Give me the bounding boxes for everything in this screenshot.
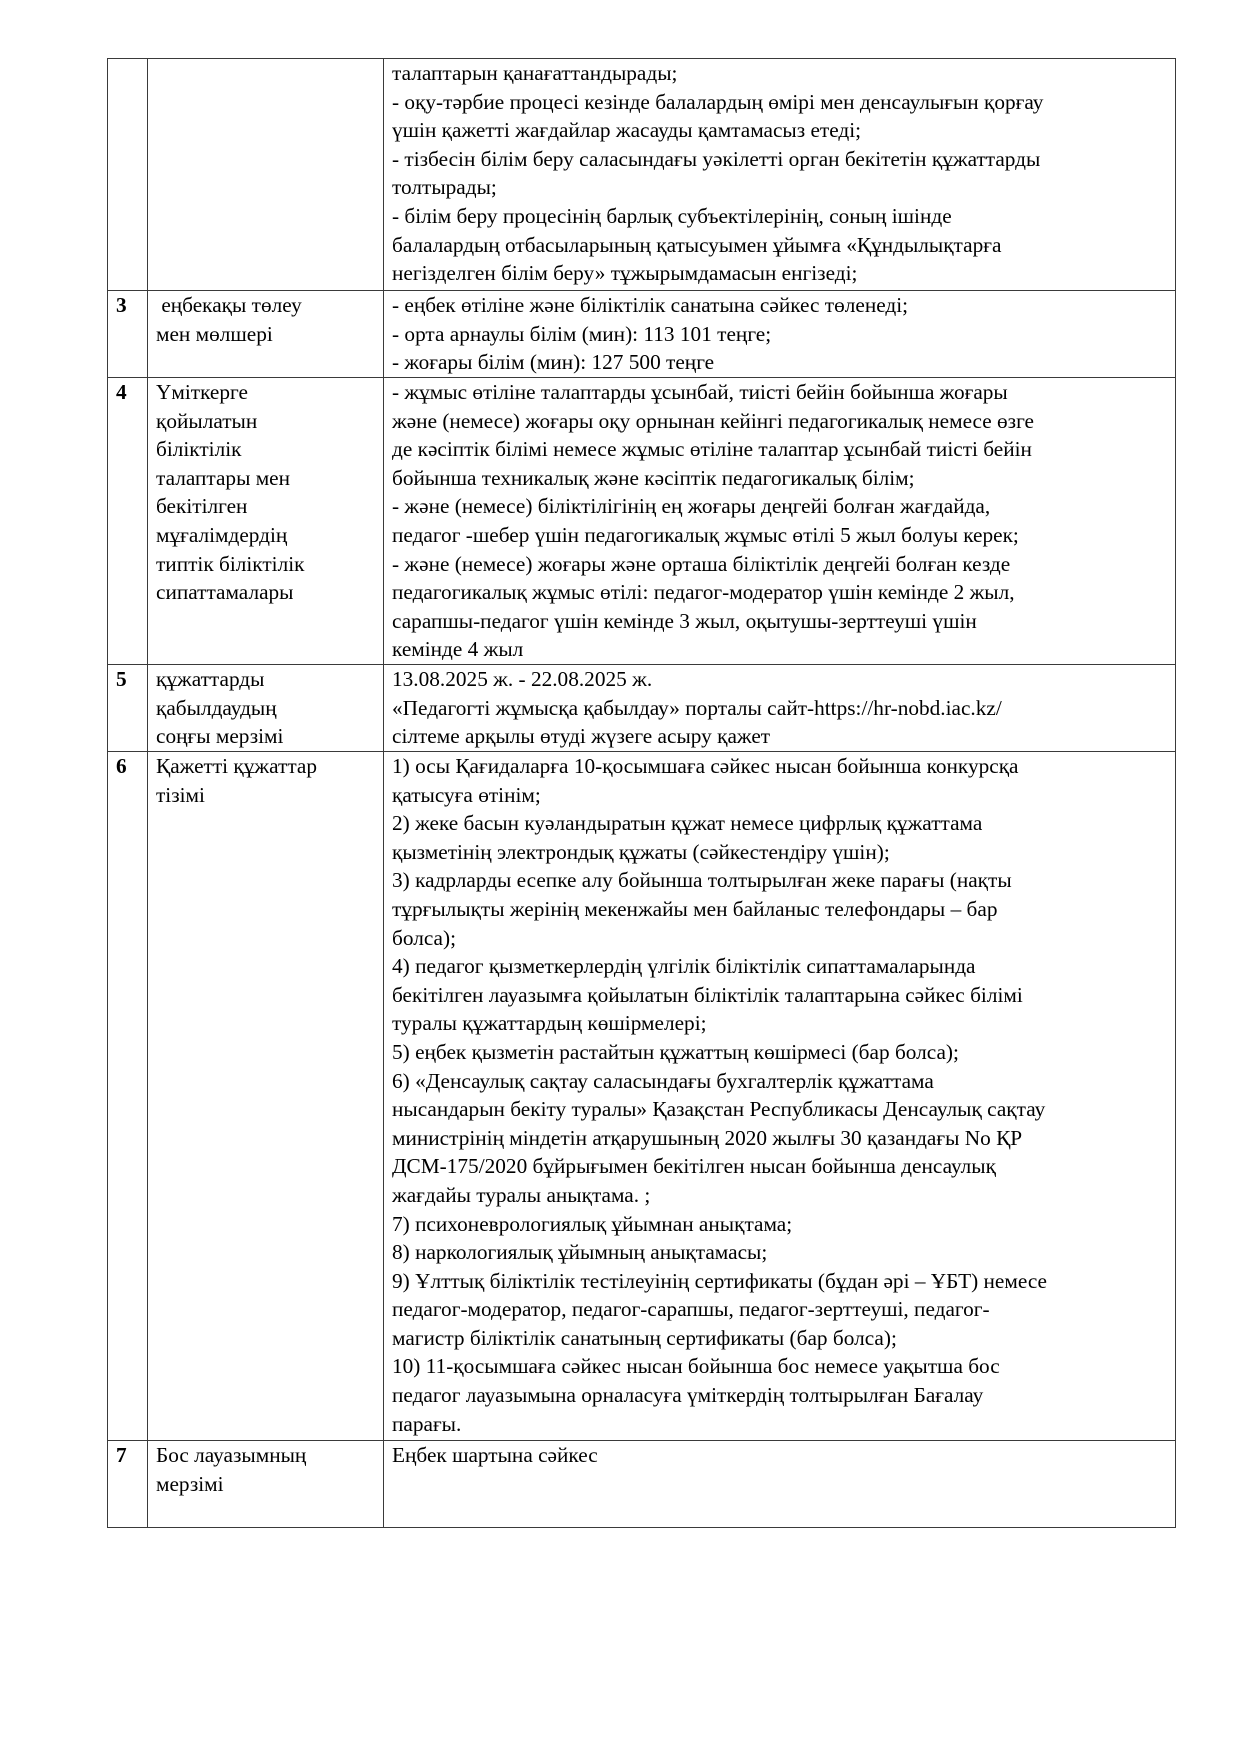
label-line: талаптары мен <box>156 465 291 490</box>
content-line: 2) жеке басын куәландыратын құжат немесе цифрлық құжаттама <box>392 811 983 836</box>
content-line: - және (немесе) жоғары және орташа біліктілік деңгейі болған кезде <box>392 551 1011 576</box>
row-label <box>148 378 384 665</box>
row-content <box>384 291 1176 378</box>
content-line: - оқу-тәрбие процесі кезінде балалардың өмірі мен денсаулығын қорғау <box>392 89 1044 114</box>
content-line: ДСМ-175/2020 бұйрығымен бекітілген нысан бойынша денсаулық <box>392 1154 996 1179</box>
row-label <box>148 291 384 378</box>
row-number <box>108 59 148 291</box>
content-line: педагог лауазымына орналасуға үміткердің толтырылған Бағалау <box>392 1383 984 1408</box>
content-line: - білім беру процесінің барлық субъектілерінің, соның ішінде <box>392 203 952 228</box>
row-number: 3 <box>108 291 148 378</box>
row-label <box>148 665 384 752</box>
content-line: үшін қажетті жағдайлар жасауды қамтамасыз етеді; <box>392 118 862 143</box>
row-number: 7 <box>108 1441 148 1528</box>
table-row-deadline <box>108 665 1176 752</box>
content-line: «Педагогті жұмысқа қабылдау» порталы сайт-https://hr-nobd.iac.kz/ <box>392 695 1002 720</box>
content-line: - және (немесе) біліктілігінің ең жоғары деңгейі болған жағдайда, <box>392 494 991 519</box>
content-line: магистр біліктілік санатының сертификаты (бар болса); <box>392 1325 897 1350</box>
content-line: бекітілген лауазымға қойылатын біліктілік талаптарына сәйкес білімі <box>392 982 1023 1007</box>
content-line: толтырады; <box>392 175 497 200</box>
label-line: мұғалімдердің <box>156 522 288 547</box>
row-number: 6 <box>108 752 148 1441</box>
label-line: тізімі <box>156 782 205 807</box>
label-line: типтік біліктілік <box>156 551 305 576</box>
row-content <box>384 59 1176 291</box>
label-line: Қажетті құжаттар <box>156 754 317 778</box>
label-line: бекітілген <box>156 494 248 519</box>
row-content <box>384 752 1176 1441</box>
content-line: туралы құжаттардың көшірмелері; <box>392 1011 707 1036</box>
row-label <box>148 752 384 1441</box>
content-line: министрінің міндетін атқарушының 2020 жылғы 30 қазандағы No ҚР <box>392 1125 1023 1150</box>
content-line: - еңбек өтіліне және біліктілік санатына сәйкес төленеді; <box>392 293 909 317</box>
content-line: бойынша техникалық және кәсіптік педагогикалық білім; <box>392 465 915 490</box>
content-line: балалардың отбасыларының қатысуымен ұйымға «Құндылықтарға <box>392 232 1002 257</box>
content-line: Еңбек шартына сәйкес <box>392 1443 598 1467</box>
label-line: қойылатын <box>156 408 258 433</box>
content-line: 5) еңбек қызметін растайтын құжаттың көшірмесі (бар болса); <box>392 1039 959 1064</box>
content-line: 7) психоневрологиялық ұйымнан анықтама; <box>392 1211 793 1236</box>
content-line: - тізбесін білім беру саласындағы уәкілетті орган бекітетін құжаттарды <box>392 146 1041 171</box>
table-row-qualifications <box>108 378 1176 665</box>
label-line: мен мөлшері <box>156 321 273 346</box>
content-line: 10) 11-қосымшаға сәйкес нысан бойынша бос немесе уақытша бос <box>392 1354 1000 1379</box>
row-content <box>384 378 1176 665</box>
label-line: Бос лауазымның <box>156 1443 307 1467</box>
row-label <box>148 59 384 291</box>
label-line: Үміткерге <box>156 380 248 404</box>
content-line: 4) педагог қызметкерлердің үлгілік біліктілік сипаттамаларында <box>392 954 976 979</box>
content-line: педагогикалық жұмыс өтілі: педагог-модератор үшін кемінде 2 жыл, <box>392 580 1015 605</box>
content-line: педагог-модератор, педагог-сарапшы, педагог-зерттеуші, педагог- <box>392 1297 990 1322</box>
content-line: 1) осы Қағидаларға 10-қосымшаға сәйкес нысан бойынша конкурсқа <box>392 754 1019 778</box>
content-line: сарапшы-педагог үшін кемінде 3 жыл, оқытушы-зерттеуші үшін <box>392 608 977 633</box>
content-line: талаптарын қанағаттандырады; <box>392 61 678 85</box>
label-line: мерзімі <box>156 1471 224 1496</box>
content-line: 6) «Денсаулық сақтау саласындағы бухгалтерлік құжаттама <box>392 1068 934 1093</box>
content-line: де кәсіптік білімі немесе жұмыс өтіліне талаптар ұсынбай тиісті бейін <box>392 437 1032 462</box>
content-line: қызметінің электрондық құжаты (сәйкестендіру үшін); <box>392 839 890 864</box>
content-line: негізделген білім беру» тұжырымдамасын енгізеді; <box>392 261 858 286</box>
row-number: 5 <box>108 665 148 752</box>
table-row-salary <box>108 291 1176 378</box>
content-line: парағы. <box>392 1411 462 1436</box>
content-line: сілтеме арқылы өтуді жүзеге асыру қажет <box>392 724 771 749</box>
row-content <box>384 1441 1176 1528</box>
content-line: 13.08.2025 ж. - 22.08.2025 ж. <box>392 667 653 691</box>
label-line: соңғы мерзімі <box>156 724 284 749</box>
content-line: жағдайы туралы анықтама. ; <box>392 1182 651 1207</box>
label-line: сипаттамалары <box>156 580 294 605</box>
table-row-term <box>108 1441 1176 1528</box>
content-line: болса); <box>392 925 457 950</box>
table-row-documents <box>108 752 1176 1441</box>
content-line: педагог -шебер үшін педагогикалық жұмыс өтілі 5 жыл болуы керек; <box>392 522 1019 547</box>
content-line: - жоғары білім (мин): 127 500 теңге <box>392 350 715 375</box>
content-line: - жұмыс өтіліне талаптарды ұсынбай, тиісті бейін бойынша жоғары <box>392 380 1008 404</box>
content-line: қатысуға өтінім; <box>392 782 541 807</box>
content-line: және (немесе) жоғары оқу орнынан кейінгі педагогикалық немесе өзге <box>392 408 1035 433</box>
row-label <box>148 1441 384 1528</box>
requirements-table <box>107 58 1176 1528</box>
content-line: кемінде 4 жыл <box>392 637 524 662</box>
content-line: тұрғылықты жерінің мекенжайы мен байланыс телефондары – бар <box>392 896 998 921</box>
content-line: 3) кадрларды есепке алу бойынша толтырылған жеке парағы (нақты <box>392 868 1012 893</box>
content-line: 8) наркологиялық ұйымның анықтамасы; <box>392 1240 768 1265</box>
label-line: біліктілік <box>156 437 242 462</box>
content-line: - орта арнаулы білім (мин): 113 101 теңге; <box>392 321 772 346</box>
label-line: қабылдаудың <box>156 695 277 720</box>
content-line: 9) Ұлттық біліктілік тестілеуінің сертификаты (бұдан әрі – ҰБТ) немесе <box>392 1268 1048 1293</box>
label-line: құжаттарды <box>156 667 265 691</box>
table-row-continuation <box>108 59 1176 291</box>
row-content <box>384 665 1176 752</box>
label-line: еңбекақы төлеу <box>156 293 302 317</box>
row-number: 4 <box>108 378 148 665</box>
content-line: нысандарын бекіту туралы» Қазақстан Республикасы Денсаулық сақтау <box>392 1097 1046 1122</box>
